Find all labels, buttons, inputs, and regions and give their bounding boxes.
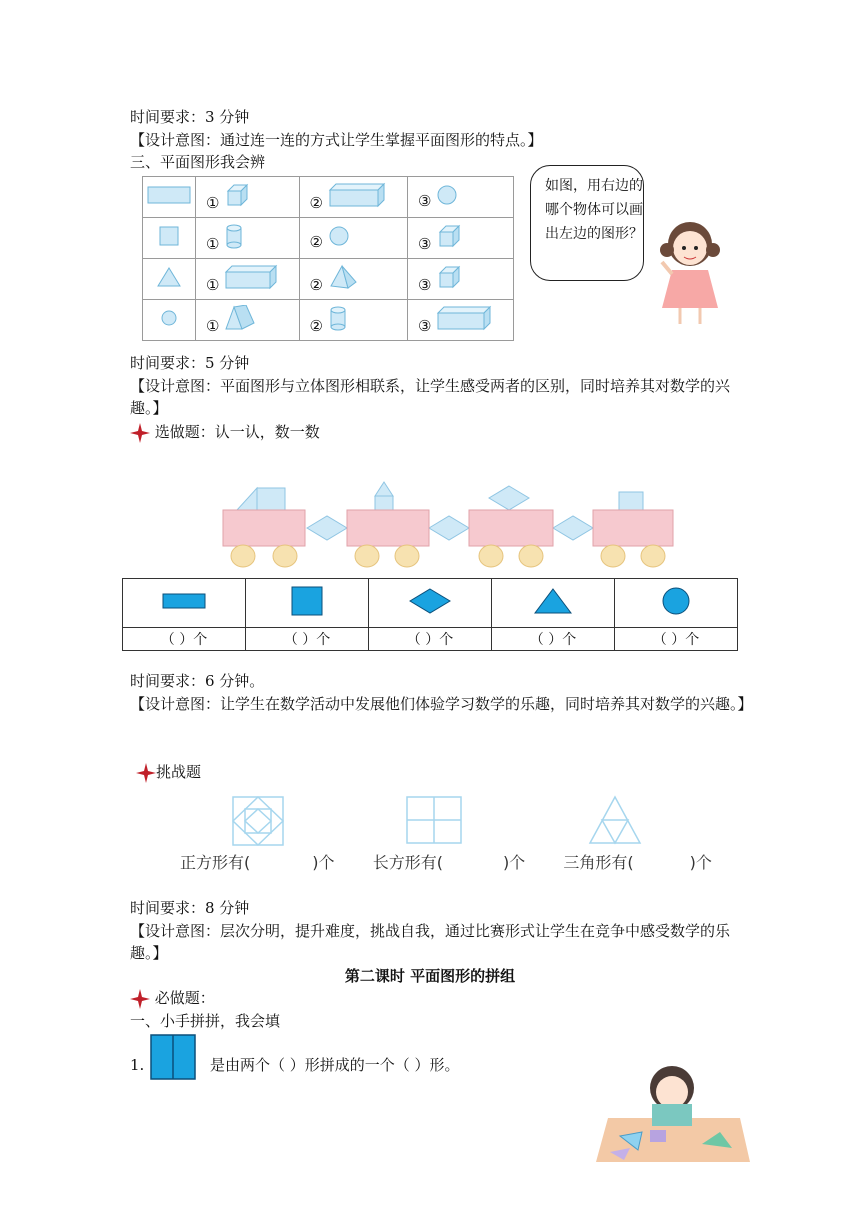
option-sphere[interactable]: ③ xyxy=(407,177,513,218)
square-icon xyxy=(143,218,196,259)
nested-squares-figure xyxy=(230,795,286,847)
cuboid-icon xyxy=(436,305,492,331)
time-requirement-3: 时间要求：6 分钟。 xyxy=(130,672,265,690)
option-cylinder[interactable]: ② xyxy=(299,300,407,341)
option-cuboid[interactable]: ③ xyxy=(407,300,513,341)
cube-icon xyxy=(224,182,250,208)
count-input-triangle[interactable]: （ ）个 xyxy=(492,628,615,651)
triangle-icon xyxy=(492,579,615,628)
time-requirement-2: 时间要求：5 分钟 xyxy=(130,354,250,372)
time-requirement-1: 时间要求：3 分钟 xyxy=(130,108,250,126)
option-pyramid[interactable]: ② xyxy=(299,259,407,300)
sphere-icon xyxy=(436,184,458,206)
option-cube[interactable]: ③ xyxy=(407,218,513,259)
star-icon xyxy=(136,763,156,783)
option-sphere[interactable]: ② xyxy=(299,218,407,259)
lesson-title: 第二课时 平面图形的拼组 xyxy=(344,967,516,985)
time-requirement-4: 时间要求：8 分钟 xyxy=(130,899,250,917)
option-cuboid[interactable]: ② xyxy=(299,177,407,218)
subsection-title: 一、小手拼拼，我会填 xyxy=(130,1012,281,1030)
shape-count-table xyxy=(122,578,738,651)
circle-icon xyxy=(143,300,196,341)
prism-icon xyxy=(224,305,256,331)
girl-illustration xyxy=(640,210,740,330)
triangle-grid-figure xyxy=(588,795,642,847)
count-input-circle[interactable]: （ ）个 xyxy=(615,628,738,651)
challenge-title: 挑战题 xyxy=(136,761,201,783)
cuboid-icon xyxy=(224,264,278,290)
square-icon xyxy=(246,579,369,628)
option-cuboid[interactable]: ① xyxy=(196,259,300,300)
design-intent-2: 【设计意图：平面图形与立体图形相联系，让学生感受两者的区别，同时培养其对数学的兴趣。】 xyxy=(130,377,731,417)
count-input-square[interactable]: （ ）个 xyxy=(246,628,369,651)
triangle-icon xyxy=(143,259,196,300)
design-intent-1: 【设计意图：通过连一连的方式让学生掌握平面图形的特点。】 xyxy=(130,131,543,149)
option-cube[interactable]: ① xyxy=(196,177,300,218)
girl-with-shapes-illustration xyxy=(590,1058,755,1166)
section-title-3: 三、平面图形我会辨 xyxy=(130,153,266,171)
rectangle-icon xyxy=(143,177,196,218)
circle-icon xyxy=(615,579,738,628)
count-input-diamond[interactable]: （ ）个 xyxy=(369,628,492,651)
design-intent-3: 【设计意图：让学生在数学活动中发展他们体验学习数学的乐趣，同时培养其对数学的兴趣。】 xyxy=(130,695,753,713)
cylinder-icon xyxy=(224,223,244,249)
speech-bubble: 如图，用右边的哪个物体可以画出左边的图形？ xyxy=(530,165,644,281)
cuboid-icon xyxy=(328,182,386,208)
grid-rectangles-figure xyxy=(405,795,463,847)
train-illustration xyxy=(215,478,675,570)
option-cube[interactable]: ③ xyxy=(407,259,513,300)
option-prism[interactable]: ① xyxy=(196,300,300,341)
shape-matching-table xyxy=(142,176,514,341)
question-1-number: 1. xyxy=(130,1056,145,1074)
star-icon xyxy=(130,989,150,1009)
rectangle-icon xyxy=(123,579,246,628)
challenge-labels: 正方形有( )个 长方形有( )个 三角形有( )个 xyxy=(180,853,712,872)
required-question-title: 必做题： xyxy=(130,987,215,1009)
design-intent-4: 【设计意图：层次分明，提升难度，挑战自我，通过比赛形式让学生在竞争中感受数学的乐趣。】 xyxy=(130,922,731,962)
count-input-rectangle[interactable]: （ ）个 xyxy=(123,628,246,651)
question-1-text: 是由两个（ ）形拼成的一个（ ）形。 xyxy=(210,1056,460,1074)
sphere-icon xyxy=(328,225,350,247)
option-cylinder[interactable]: ① xyxy=(196,218,300,259)
star-icon xyxy=(130,423,150,443)
cylinder-icon xyxy=(328,305,348,331)
diamond-icon xyxy=(369,579,492,628)
cube-icon xyxy=(436,264,462,290)
pyramid-icon xyxy=(328,264,358,290)
cube-icon xyxy=(436,223,462,249)
two-rectangles-figure xyxy=(150,1034,196,1080)
optional-question-title: 选做题：认一认，数一数 xyxy=(130,421,320,443)
